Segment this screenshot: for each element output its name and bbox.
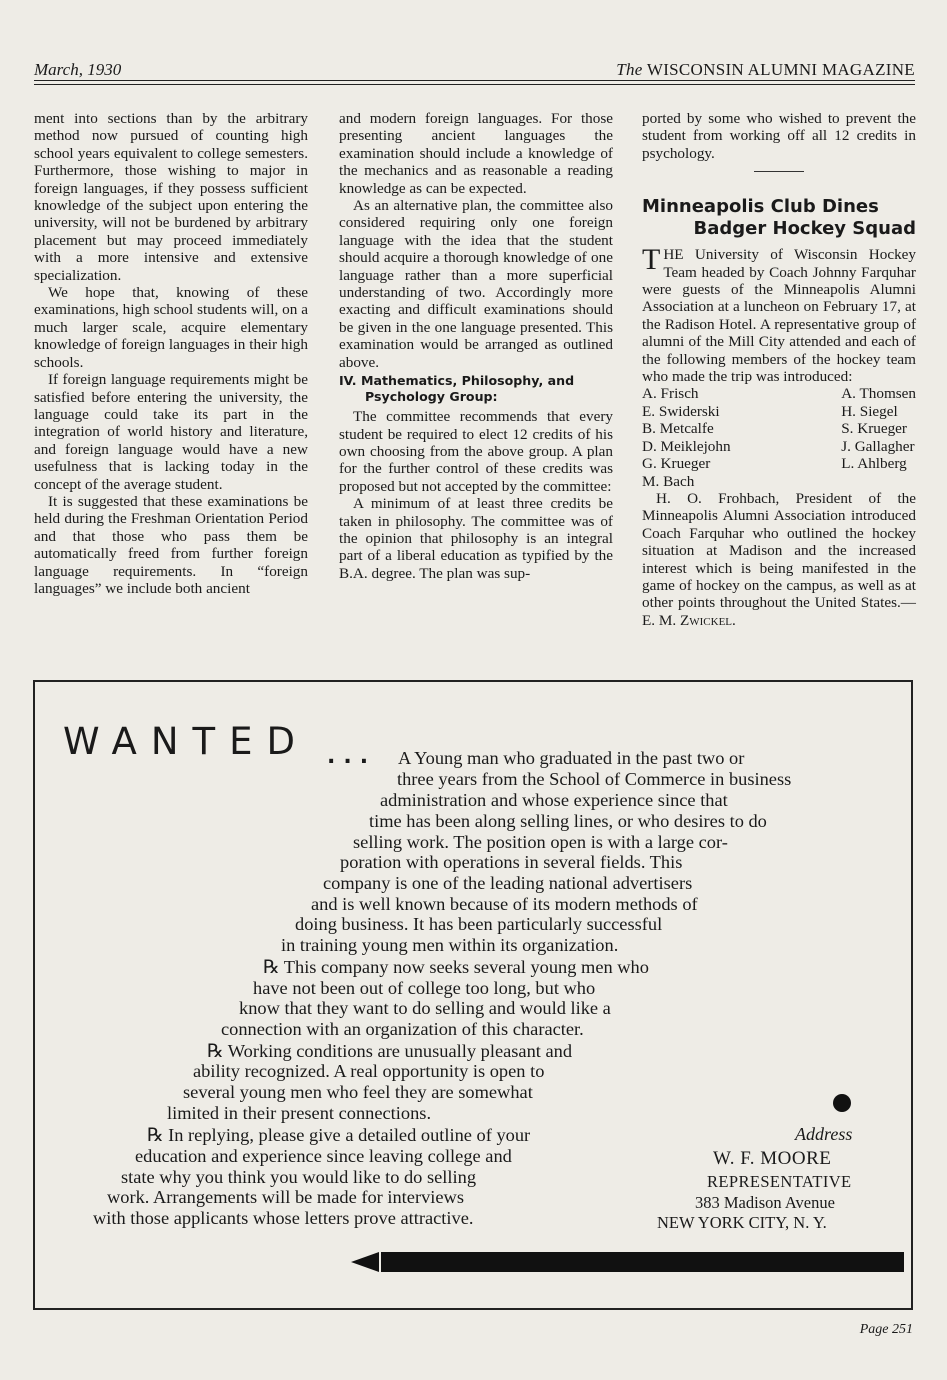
col2-paragraph: As an alternative plan, the committee also considered requiring only one foreign language with the idea that the student should acquire a thorough knowledge of one language rather than a more superficial understanding of two. Accordingly more exacting and difficult examinations should be given in the one language presented. This examination would be arranged as outlined above.	[339, 197, 613, 371]
page-number: Page 251	[859, 1322, 913, 1337]
ad-line: limited in their present connections.	[167, 1103, 432, 1123]
roster-name: L. Ahlberg	[841, 455, 907, 473]
col2-paragraph: and modern foreign languages. For those presenting ancient languages the examination should include a knowledge of the mechanics and as reasonable a reading knowledge as can be expected.	[339, 110, 613, 197]
article-lead: HE University of Wisconsin Hockey Team headed by Coach Johnny Farquhar were guests of the Minneapolis Alumni Association at a luncheon on February 17, at the Radison Hotel. A representative group of alumni of the Mill City attended and each of the following members of the hockey team who made the trip was introduced:	[642, 246, 916, 386]
col1-paragraph: If foreign language requirements might be satisfied before entering the university, the language could take its part in the integration of world history and literature, and foreign language would have a new usefulness that is lacking today in the concept of the average student.	[34, 371, 308, 493]
ad-line	[147, 1125, 530, 1146]
ad-line: time has been along selling lines, or who desires to do	[369, 811, 767, 831]
col1-paragraph: ment into sections than by the arbitrary method now pursued of counting high school years equivalent to college semesters. Furthermore, those wishing to major in foreign languages, if they possess sufficient knowledge of the subject upon entering the university, will not be burdened by arbitrary placement but may proceed immediately with a more intensive and extensive specialization.	[34, 110, 308, 284]
roster-name: D. Meiklejohn	[642, 437, 731, 455]
roster-name	[841, 473, 916, 490]
col1-paragraph: We hope that, knowing of these examinations, high school students will, on a much larger scale, acquire elementary knowledge of foreign languages in their high schools.	[34, 284, 308, 371]
section-heading	[339, 373, 613, 405]
address-city: NEW YORK CITY, N. Y.	[657, 1213, 827, 1232]
page-header	[34, 60, 915, 82]
ad-line-text: This company now seeks several young men who	[283, 957, 649, 977]
roster-name: M. Bach	[642, 472, 695, 490]
col3-paragraph: ported by some who wished to prevent the student from working off all 12 credits in psychology.	[642, 110, 916, 162]
article-headline	[642, 196, 916, 240]
ad-line: administration and whose experience since that	[380, 790, 728, 810]
magazine-title-name: WISCONSIN ALUMNI MAGAZINE	[646, 60, 915, 79]
roster-name: A. Thomsen	[841, 385, 916, 403]
address-title: REPRESENTATIVE	[707, 1172, 852, 1191]
ad-line: in training young men within its organization.	[281, 935, 619, 955]
article-divider	[754, 171, 804, 172]
ad-line: with those applicants whose letters prove attractive.	[93, 1208, 474, 1228]
address-name: W. F. MOORE	[713, 1148, 832, 1169]
column-3	[642, 110, 916, 629]
ad-line-text: In replying, please give a detailed outline of your	[168, 1125, 531, 1145]
ad-ellipsis: ...	[327, 744, 377, 769]
ad-line	[207, 1041, 572, 1062]
ad-line: work. Arrangements will be made for interviews	[107, 1187, 464, 1207]
roster-name: G. Krueger	[642, 455, 711, 473]
roster-name: E. Swiderski	[642, 402, 720, 420]
roster-name: J. Gallagher	[841, 437, 915, 455]
column-1	[34, 110, 308, 597]
ad-line: connection with an organization of this character.	[221, 1019, 584, 1039]
ad-line: know that they want to do selling and would like a	[239, 998, 611, 1018]
headline-line1: Minneapolis Club Dines	[642, 196, 879, 218]
article-closing: H. O. Frohbach, President of the Minneapolis Alumni Association introduced Coach Farquhar who outlined the hockey situation at Madison and the increased interest which is being manifested in the game of hockey on the campus, as well as at other points throughout the United States.—	[642, 489, 916, 612]
address-street: 383 Madison Avenue	[695, 1193, 835, 1212]
ad-line: state why you think you would like to do selling	[121, 1167, 477, 1187]
ad-line: A Young man who graduated in the past two or	[398, 748, 745, 768]
issue-date: March, 1930	[34, 60, 122, 79]
drop-cap: T	[642, 243, 661, 277]
ad-line: selling work. The position open is with a large cor-	[353, 832, 728, 852]
ad-line	[263, 957, 649, 978]
roster-name: S. Krueger	[841, 420, 907, 438]
address-label: Address	[795, 1124, 853, 1144]
ad-line: poration with operations in several fields. This	[340, 852, 683, 872]
paragraph-mark-icon: ℞	[263, 957, 280, 978]
header-rule-top	[34, 80, 915, 81]
magazine-title	[616, 60, 915, 80]
arrow-bar	[381, 1252, 904, 1272]
header-rule-bottom	[34, 84, 915, 85]
section-heading-line1: IV. Mathematics, Philosophy, and	[339, 373, 575, 389]
ad-line: ability recognized. A real opportunity is open to	[193, 1061, 545, 1081]
ad-line: three years from the School of Commerce in business	[397, 769, 792, 789]
col2-paragraph: A minimum of at least three credits be taken in philosophy. The committee was of the opinion that philosophy is an integral part of a liberal education as typified by the B.A. degree. The plan was sup-	[339, 495, 613, 582]
section-heading-line2: Psychology Group:	[365, 389, 498, 405]
ad-line: company is one of the leading national advertisers	[323, 873, 693, 893]
ad-line: several young men who feel they are somewhat	[183, 1082, 533, 1102]
wanted-advertisement	[33, 680, 913, 1310]
headline-line2: Badger Hockey Squad	[693, 218, 916, 240]
roster-name: A. Frisch	[642, 385, 699, 403]
arrow-left-icon	[351, 1252, 379, 1272]
paragraph-mark-icon: ℞	[147, 1125, 164, 1146]
ad-headline: WANTED	[63, 720, 310, 763]
ad-line: have not been out of college too long, but who	[253, 978, 596, 998]
roster-name: B. Metcalfe	[642, 420, 714, 438]
col1-paragraph: It is suggested that these examinations be held during the Freshman Orientation Period and that those who pass them be automatically freed from further foreign language requirements. In “foreign languages” we include both ancient	[34, 492, 308, 597]
paragraph-mark-icon: ℞	[207, 1041, 224, 1062]
col2-paragraph: The committee recommends that every student be required to elect 12 credits of his own choosing from the above group. A plan for the further control of these credits was proposed but not accepted by the committee:	[339, 408, 613, 495]
ad-line: education and experience since leaving college and	[135, 1146, 512, 1166]
roster-name: H. Siegel	[841, 402, 898, 420]
team-roster	[642, 385, 916, 489]
ad-line: doing business. It has been particularly successful	[295, 914, 663, 934]
column-2	[339, 110, 613, 582]
magazine-title-the: The	[616, 60, 643, 79]
bullet-dot-icon	[833, 1094, 851, 1112]
ad-line-text: Working conditions are unusually pleasant and	[227, 1041, 573, 1061]
author-byline: E. M. Zwickel.	[642, 611, 736, 629]
ad-line: and is well known because of its modern methods of	[311, 894, 698, 914]
